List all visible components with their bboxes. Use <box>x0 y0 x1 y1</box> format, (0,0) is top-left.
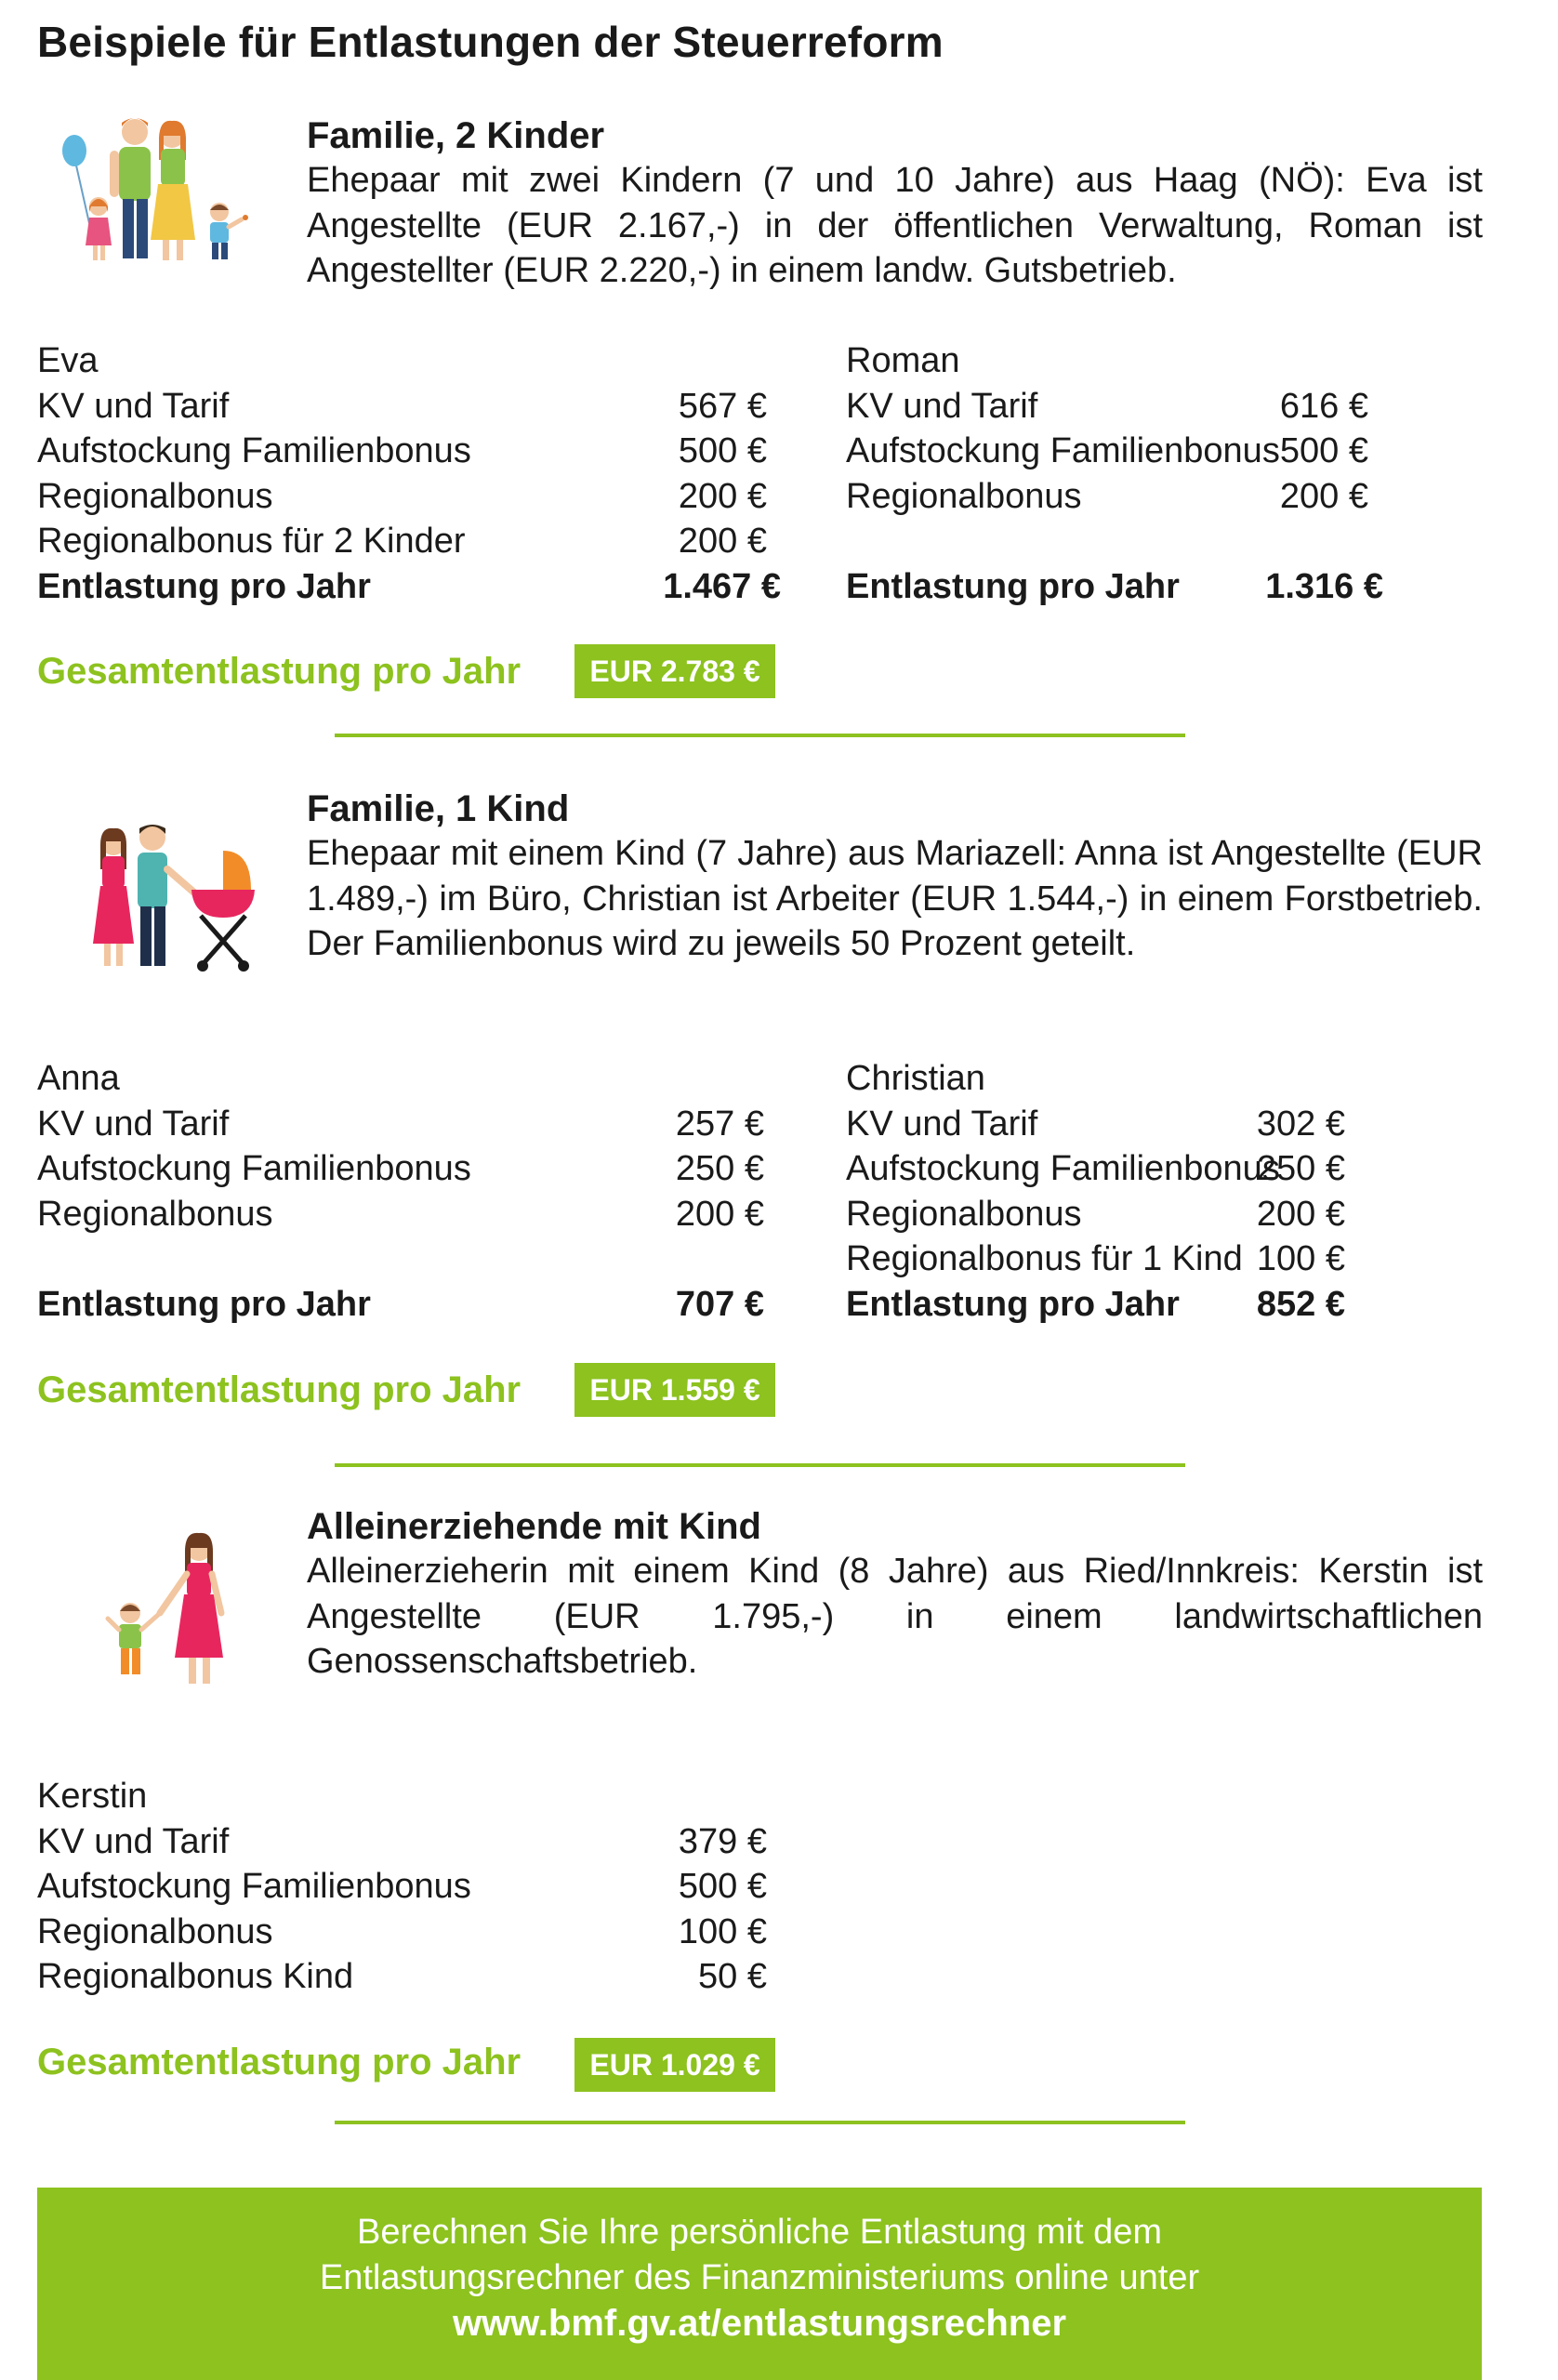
table-row: Regionalbonus für 1 Kind 100 € <box>846 1239 1345 1278</box>
total-row: Entlastung pro Jahr 1.316 € <box>846 566 1383 606</box>
table-row: Regionalbonus für 2 Kinder 200 € <box>37 522 767 561</box>
table-row: Regionalbonus 100 € <box>37 1911 767 1951</box>
table-row: Regionalbonus Kind 50 € <box>37 1957 767 1996</box>
table-row: KV und Tarif 616 € <box>846 386 1368 426</box>
total-row: Entlastung pro Jahr 852 € <box>846 1284 1345 1324</box>
table-row: KV und Tarif 379 € <box>37 1821 767 1861</box>
person-table-eva <box>37 338 781 609</box>
footer-url-link[interactable]: www.bmf.gv.at/entlastungsrechner <box>452 2303 1067 2344</box>
section-divider <box>335 2121 1185 2124</box>
gesamt-badge: EUR 2.783 € <box>574 644 775 698</box>
person-table-anna <box>37 1056 781 1327</box>
footer-banner <box>37 2188 1482 2380</box>
gesamt-badge: EUR 1.559 € <box>574 1363 775 1417</box>
person-table-roman <box>846 338 1469 609</box>
section-heading: Familie, 1 Kind <box>307 788 570 829</box>
section-description: Alleinerzieherin mit einem Kind (8 Jahre) aus Ried/Innkreis: Kerstin ist Angestellte (EUR 1.795,-) in einem landwirtschaftlichen Genossenschaftsbetrieb. <box>307 1552 1483 1681</box>
table-row: Regionalbonus 200 € <box>37 476 767 516</box>
table-row: Regionalbonus 200 € <box>37 1194 764 1234</box>
section-description: Ehepaar mit zwei Kindern (7 und 10 Jahre) aus Haag (NÖ): Eva ist Angestellte (EUR 2.167,-) in der öffentlichen Verwaltung, Roman ist Angestellter (EUR 2.220,-) in einem landw. Gutsbetrieb. <box>307 161 1483 290</box>
section-divider <box>335 734 1185 737</box>
person-name: Roman <box>846 341 960 380</box>
family-two-children-icon <box>56 110 279 296</box>
table-row: Aufstockung Familienbonus 250 € <box>846 1149 1345 1188</box>
total-row: Entlastung pro Jahr 1.467 € <box>37 566 781 606</box>
person-name: Anna <box>37 1059 120 1098</box>
section-heading: Familie, 2 Kinder <box>307 115 605 156</box>
section-heading: Alleinerziehende mit Kind <box>307 1506 761 1547</box>
gesamt-badge: EUR 1.029 € <box>574 2038 775 2092</box>
single-parent-with-child-icon <box>56 1520 279 1706</box>
person-name: Christian <box>846 1059 985 1098</box>
page-title: Beispiele für Entlastungen der Steuerreform <box>37 18 944 66</box>
total-row: Entlastung pro Jahr 707 € <box>37 1284 764 1324</box>
footer-line-1: Berechnen Sie Ihre persönliche Entlastung mit dem <box>356 2213 1163 2252</box>
table-row: Aufstockung Familienbonus 500 € <box>37 431 767 470</box>
person-table-kerstin <box>37 1774 781 2000</box>
table-row: Regionalbonus 200 € <box>846 1194 1345 1234</box>
table-row: Aufstockung Familienbonus 500 € <box>37 1867 767 1906</box>
gesamt-label: Gesamtentlastung pro Jahr <box>37 651 522 692</box>
gesamt-label: Gesamtentlastung pro Jahr <box>37 1369 522 1410</box>
table-row: KV und Tarif 567 € <box>37 386 767 426</box>
section-divider <box>335 1463 1185 1467</box>
table-row: KV und Tarif 302 € <box>846 1104 1345 1144</box>
footer-line-2: Entlastungsrechner des Finanzministeriums online unter <box>319 2257 1200 2297</box>
gesamt-label: Gesamtentlastung pro Jahr <box>37 2042 522 2082</box>
table-row: Regionalbonus 200 € <box>846 476 1368 516</box>
table-row: KV und Tarif 257 € <box>37 1104 764 1144</box>
table-row: Aufstockung Familienbonus 250 € <box>37 1149 764 1188</box>
person-table-christian <box>846 1056 1469 1327</box>
table-row: Aufstockung Familienbonus 500 € <box>846 431 1368 470</box>
person-name: Eva <box>37 341 99 380</box>
person-name: Kerstin <box>37 1777 148 1816</box>
section-description: Ehepaar mit einem Kind (7 Jahre) aus Mariazell: Anna ist Angestellte (EUR 1.489,-) im Büro, Christian ist Arbeiter (EUR 1.544,-) in einem Forstbetrieb. Der Familienbonus wird zu jeweils 50 Prozent geteilt. <box>307 834 1483 963</box>
family-one-child-stroller-icon <box>56 813 279 999</box>
